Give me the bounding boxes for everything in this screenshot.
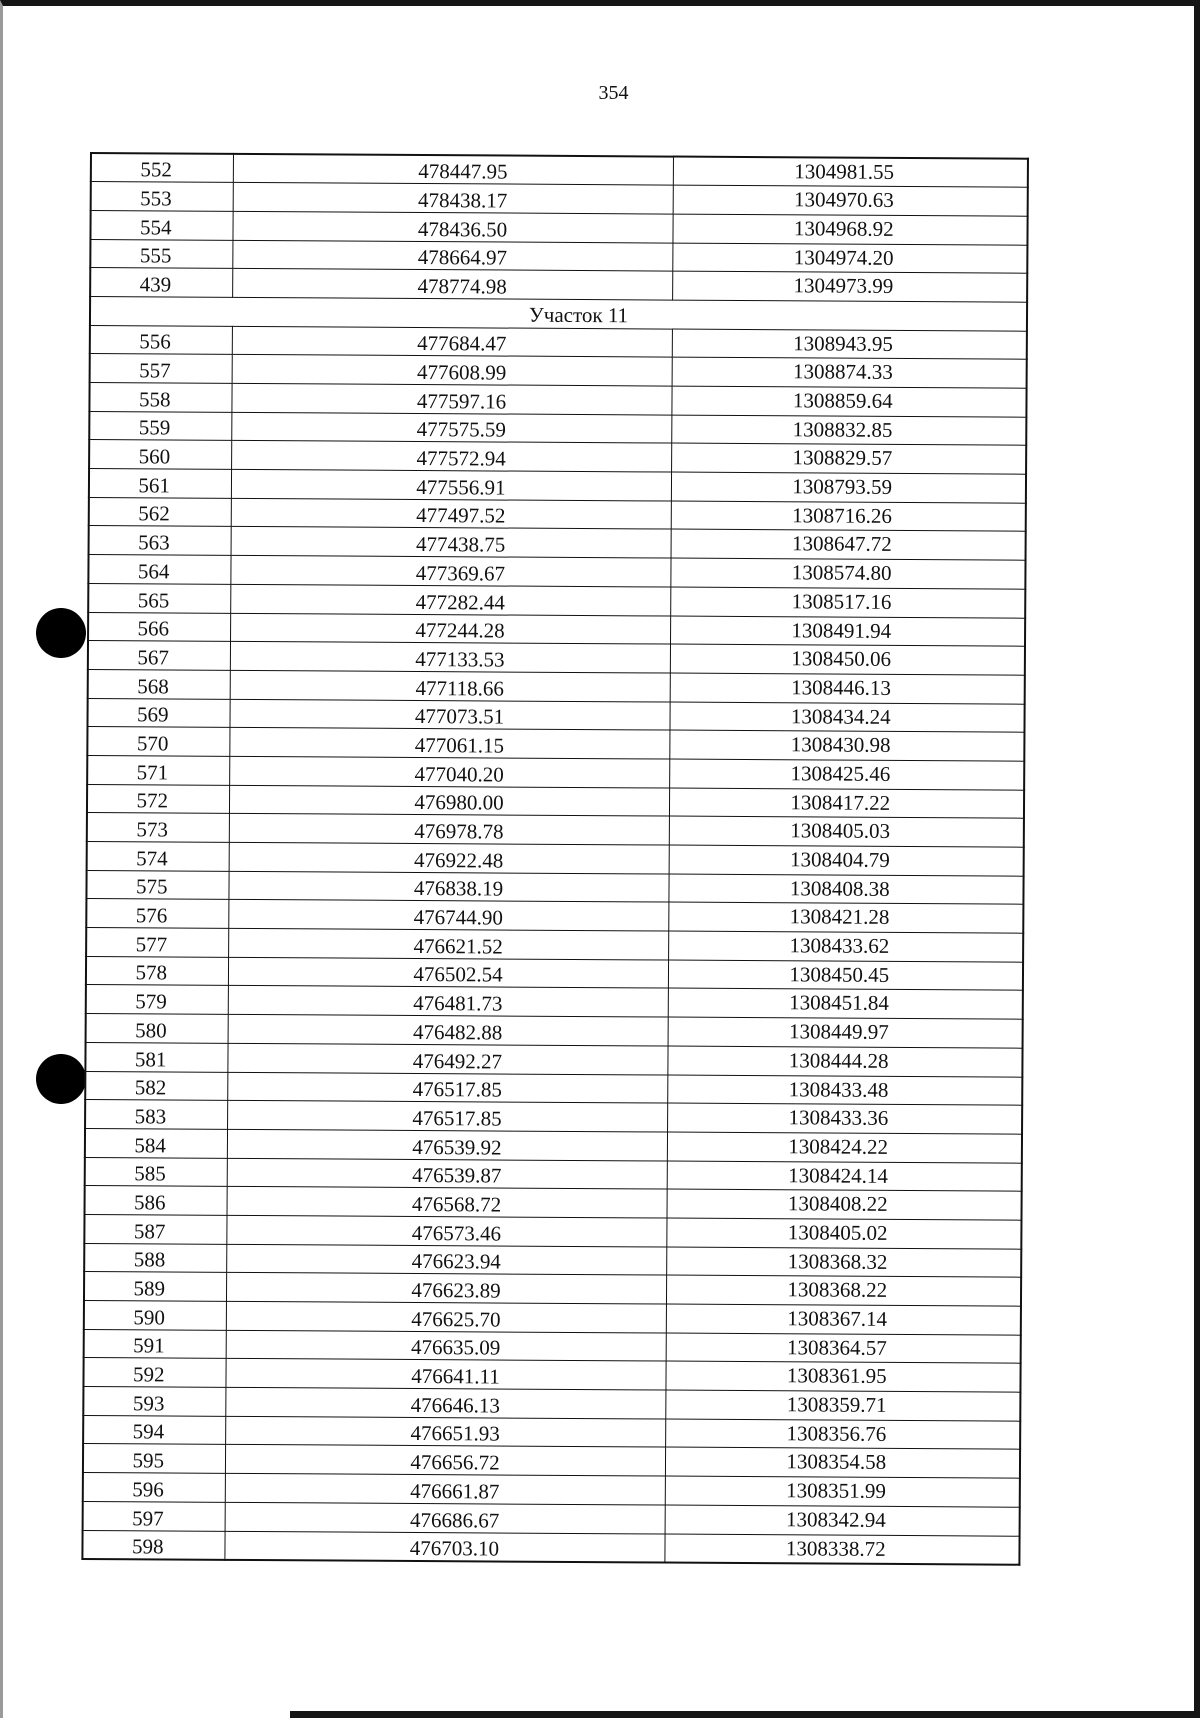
- point-number-cell: 577: [86, 928, 228, 958]
- point-number-cell: 592: [83, 1358, 225, 1388]
- point-number-cell: 596: [83, 1473, 225, 1503]
- x-coordinate-cell: 478438.17: [233, 183, 673, 214]
- y-coordinate-cell: 1308716.26: [671, 501, 1026, 532]
- point-number-cell: 575: [86, 870, 228, 900]
- y-coordinate-cell: 1308338.72: [664, 1534, 1019, 1565]
- point-number-cell: 579: [86, 985, 228, 1015]
- y-coordinate-cell: 1304973.99: [672, 271, 1027, 302]
- punch-hole-top: [36, 608, 86, 658]
- point-number-cell: 557: [90, 354, 232, 384]
- y-coordinate-cell: 1308433.48: [667, 1075, 1022, 1106]
- point-number-cell: 559: [89, 411, 231, 441]
- point-number-cell: 561: [89, 469, 231, 499]
- y-coordinate-cell: 1308859.64: [671, 386, 1026, 417]
- x-coordinate-cell: 476539.92: [227, 1129, 667, 1160]
- point-number-cell: 570: [87, 727, 229, 757]
- point-number-cell: 589: [84, 1272, 226, 1302]
- x-coordinate-cell: 477040.20: [229, 756, 669, 787]
- y-coordinate-cell: 1308408.22: [666, 1189, 1021, 1220]
- x-coordinate-cell: 476656.72: [225, 1445, 665, 1476]
- y-coordinate-cell: 1304968.92: [672, 214, 1027, 245]
- y-coordinate-cell: 1308793.59: [671, 472, 1026, 503]
- x-coordinate-cell: 477497.52: [231, 498, 671, 529]
- point-number-cell: 571: [87, 755, 229, 785]
- x-coordinate-cell: 476517.85: [227, 1101, 667, 1132]
- point-number-cell: 584: [85, 1128, 227, 1158]
- y-coordinate-cell: 1308368.32: [666, 1247, 1021, 1278]
- y-coordinate-cell: 1308433.36: [667, 1103, 1022, 1134]
- y-coordinate-cell: 1308574.80: [670, 558, 1025, 589]
- x-coordinate-cell: 477061.15: [229, 728, 669, 759]
- point-number-cell: 552: [91, 153, 233, 183]
- point-number-cell: 564: [88, 555, 230, 585]
- x-coordinate-cell: 476980.00: [229, 785, 669, 816]
- x-coordinate-cell: 478774.98: [232, 269, 672, 300]
- y-coordinate-cell: 1308421.28: [668, 902, 1023, 933]
- y-coordinate-cell: 1308361.95: [665, 1361, 1020, 1392]
- x-coordinate-cell: 477597.16: [231, 383, 671, 414]
- point-number-cell: 558: [89, 383, 231, 413]
- x-coordinate-cell: 478436.50: [232, 211, 672, 242]
- point-number-cell: 580: [86, 1014, 228, 1044]
- point-number-cell: 572: [87, 784, 229, 814]
- y-coordinate-cell: 1308425.46: [669, 759, 1024, 790]
- point-number-cell: 587: [84, 1214, 226, 1244]
- y-coordinate-cell: 1308368.22: [666, 1275, 1021, 1306]
- point-number-cell: 598: [82, 1530, 224, 1560]
- y-coordinate-cell: 1308424.14: [667, 1161, 1022, 1192]
- y-coordinate-cell: 1308359.71: [665, 1390, 1020, 1421]
- y-coordinate-cell: 1308433.62: [668, 931, 1023, 962]
- x-coordinate-cell: 476621.52: [228, 928, 668, 959]
- x-coordinate-cell: 476703.10: [224, 1531, 664, 1562]
- point-number-cell: 569: [87, 698, 229, 728]
- x-coordinate-cell: 477684.47: [232, 326, 672, 357]
- y-coordinate-cell: 1308434.24: [669, 702, 1024, 733]
- y-coordinate-cell: 1308405.02: [666, 1218, 1021, 1249]
- y-coordinate-cell: 1308444.28: [667, 1046, 1022, 1077]
- point-number-cell: 573: [87, 813, 229, 843]
- y-coordinate-cell: 1308404.79: [669, 845, 1024, 876]
- x-coordinate-cell: 476502.54: [228, 957, 668, 988]
- x-coordinate-cell: 476623.89: [226, 1273, 666, 1304]
- x-coordinate-cell: 476646.13: [225, 1387, 665, 1418]
- y-coordinate-cell: 1308367.14: [666, 1304, 1021, 1335]
- point-number-cell: 560: [89, 440, 231, 470]
- point-number-cell: 595: [83, 1444, 225, 1474]
- y-coordinate-cell: 1308417.22: [669, 788, 1024, 819]
- point-number-cell: 565: [88, 583, 230, 613]
- point-number-cell: 439: [90, 268, 232, 298]
- point-number-cell: 583: [85, 1100, 227, 1130]
- point-number-cell: 568: [88, 669, 230, 699]
- x-coordinate-cell: 476481.73: [228, 986, 668, 1017]
- x-coordinate-cell: 477118.66: [230, 670, 670, 701]
- coordinates-table-wrapper: [81, 152, 1027, 1565]
- x-coordinate-cell: 476568.72: [227, 1187, 667, 1218]
- point-number-cell: 582: [85, 1071, 227, 1101]
- section-title: Участок 11: [90, 296, 1027, 330]
- y-coordinate-cell: 1308342.94: [665, 1505, 1020, 1536]
- x-coordinate-cell: 476651.93: [225, 1416, 665, 1447]
- point-number-cell: 586: [85, 1186, 227, 1216]
- y-coordinate-cell: 1308364.57: [666, 1333, 1021, 1364]
- x-coordinate-cell: 477073.51: [229, 699, 669, 730]
- y-coordinate-cell: 1308832.85: [671, 415, 1026, 446]
- x-coordinate-cell: 476661.87: [225, 1473, 665, 1504]
- y-coordinate-cell: 1308408.38: [668, 874, 1023, 905]
- point-number-cell: 574: [87, 841, 229, 871]
- x-coordinate-cell: 477572.94: [231, 441, 671, 472]
- scan-bottom-edge: [290, 1711, 1200, 1718]
- point-number-cell: 585: [85, 1157, 227, 1187]
- point-number-cell: 563: [89, 526, 231, 556]
- point-number-cell: 556: [90, 325, 232, 355]
- point-number-cell: 591: [84, 1329, 226, 1359]
- x-coordinate-cell: 477575.59: [231, 412, 671, 443]
- y-coordinate-cell: 1308647.72: [671, 529, 1026, 560]
- point-number-cell: 553: [91, 182, 233, 212]
- y-coordinate-cell: 1308351.99: [665, 1476, 1020, 1507]
- x-coordinate-cell: 476482.88: [228, 1014, 668, 1045]
- point-number-cell: 566: [88, 612, 230, 642]
- y-coordinate-cell: 1308356.76: [665, 1419, 1020, 1450]
- x-coordinate-cell: 476573.46: [226, 1215, 666, 1246]
- y-coordinate-cell: 1308829.57: [671, 443, 1026, 474]
- x-coordinate-cell: 477282.44: [230, 584, 670, 615]
- x-coordinate-cell: 476539.87: [227, 1158, 667, 1189]
- x-coordinate-cell: 478664.97: [232, 240, 672, 271]
- x-coordinate-cell: 477244.28: [230, 613, 670, 644]
- y-coordinate-cell: 1308354.58: [665, 1447, 1020, 1478]
- coordinates-table-body: [82, 153, 1028, 1564]
- y-coordinate-cell: 1308874.33: [672, 357, 1027, 388]
- x-coordinate-cell: 476625.70: [226, 1301, 666, 1332]
- point-number-cell: 562: [89, 497, 231, 527]
- x-coordinate-cell: 477133.53: [230, 642, 670, 673]
- point-number-cell: 578: [86, 956, 228, 986]
- point-number-cell: 593: [83, 1387, 225, 1417]
- coordinates-table: [81, 152, 1029, 1565]
- point-number-cell: 581: [85, 1042, 227, 1072]
- x-coordinate-cell: 476492.27: [227, 1043, 667, 1074]
- y-coordinate-cell: 1308491.94: [670, 616, 1025, 647]
- x-coordinate-cell: 476623.94: [226, 1244, 666, 1275]
- y-coordinate-cell: 1308450.06: [670, 644, 1025, 675]
- point-number-cell: 576: [86, 899, 228, 929]
- y-coordinate-cell: 1308430.98: [669, 730, 1024, 761]
- y-coordinate-cell: 1308450.45: [668, 960, 1023, 991]
- point-number-cell: 588: [84, 1243, 226, 1273]
- point-number-cell: 555: [90, 239, 232, 269]
- x-coordinate-cell: 476978.78: [229, 814, 669, 845]
- punch-hole-bottom: [36, 1054, 86, 1104]
- point-number-cell: 590: [84, 1300, 226, 1330]
- y-coordinate-cell: 1308517.16: [670, 587, 1025, 618]
- x-coordinate-cell: 477608.99: [232, 355, 672, 386]
- x-coordinate-cell: 476635.09: [226, 1330, 666, 1361]
- y-coordinate-cell: 1304970.63: [673, 185, 1028, 216]
- y-coordinate-cell: 1308451.84: [668, 988, 1023, 1019]
- x-coordinate-cell: 477369.67: [230, 555, 670, 586]
- point-number-cell: 597: [83, 1501, 225, 1531]
- x-coordinate-cell: 476838.19: [228, 871, 668, 902]
- y-coordinate-cell: 1304981.55: [673, 157, 1028, 188]
- y-coordinate-cell: 1308424.22: [667, 1132, 1022, 1163]
- x-coordinate-cell: 478447.95: [233, 154, 673, 185]
- x-coordinate-cell: 477438.75: [231, 527, 671, 558]
- x-coordinate-cell: 476922.48: [229, 842, 669, 873]
- y-coordinate-cell: 1308446.13: [670, 673, 1025, 704]
- x-coordinate-cell: 476517.85: [227, 1072, 667, 1103]
- page-number: 354: [598, 82, 629, 104]
- x-coordinate-cell: 476744.90: [228, 900, 668, 931]
- y-coordinate-cell: 1308943.95: [672, 329, 1027, 360]
- point-number-cell: 594: [83, 1415, 225, 1445]
- x-coordinate-cell: 476641.11: [225, 1359, 665, 1390]
- y-coordinate-cell: 1308405.03: [669, 816, 1024, 847]
- x-coordinate-cell: 476686.67: [225, 1502, 665, 1533]
- x-coordinate-cell: 477556.91: [231, 469, 671, 500]
- table-row: [82, 1530, 1019, 1564]
- point-number-cell: 567: [88, 641, 230, 671]
- point-number-cell: 554: [90, 210, 232, 240]
- y-coordinate-cell: 1308449.97: [668, 1017, 1023, 1048]
- y-coordinate-cell: 1304974.20: [672, 243, 1027, 274]
